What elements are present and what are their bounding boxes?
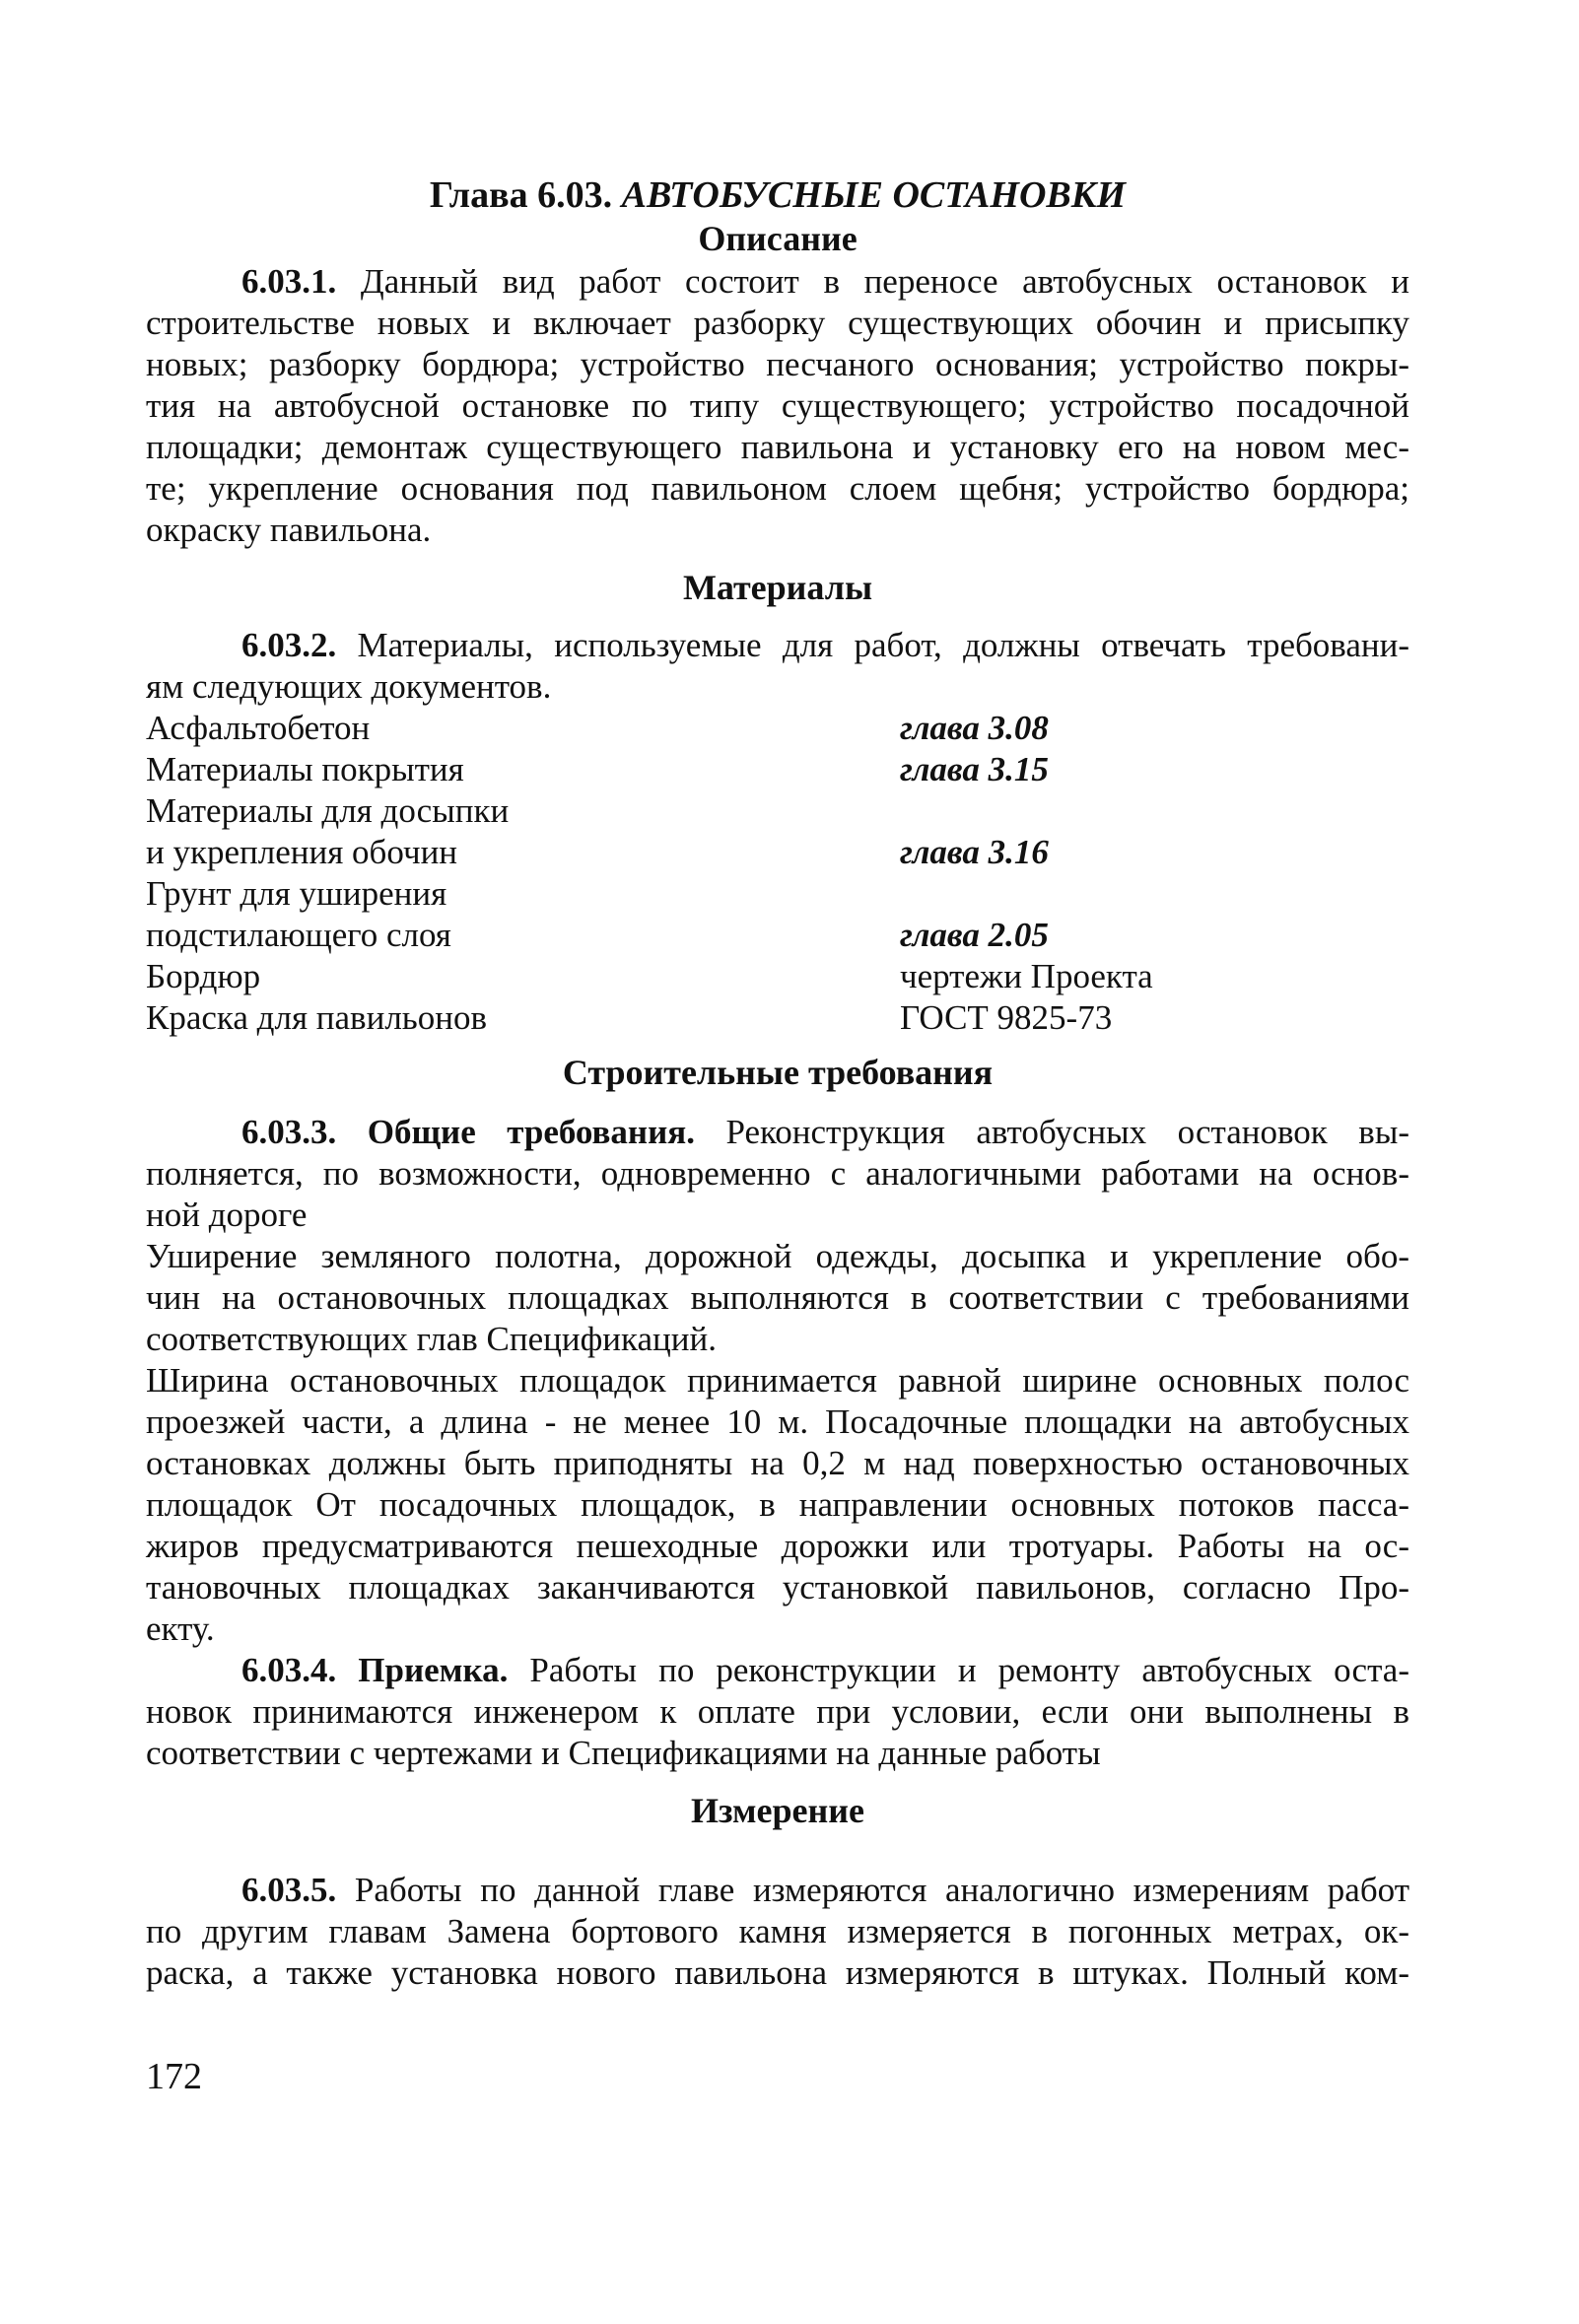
material-name: подстилающего слоя xyxy=(146,916,451,954)
paragraph-line: раска, а также установка нового павильона измеряются в штуках. Полный ком- xyxy=(146,1953,1409,1992)
paragraph-line: окраску павильона. xyxy=(146,511,432,549)
paragraph-line: 6.03.4. Приемка. Работы по реконструкции и ремонту автобусных оста- xyxy=(241,1651,1409,1689)
paragraph-line: полняется, по возможности, одновременно с аналогичными работами на основ- xyxy=(146,1154,1409,1193)
material-name: Грунт для уширения xyxy=(146,874,447,913)
material-name: Краска для павильонов xyxy=(146,998,488,1037)
clause-number: 6.03.2. xyxy=(241,626,337,664)
paragraph-line: соответствующих глав Спецификаций. xyxy=(146,1320,717,1358)
paragraph-line: по другим главам Замена бортового камня измеряется в погонных метрах, ок- xyxy=(146,1912,1409,1950)
material-name: Асфальтобетон xyxy=(146,709,371,747)
section-heading-description: Описание xyxy=(698,219,858,258)
material-name: Бордюр xyxy=(146,957,261,995)
paragraph-line: 6.03.1. Данный вид работ состоит в переносе автобусных остановок и xyxy=(241,262,1409,301)
paragraph-line: соответствии с чертежами и Спецификациями на данные работы xyxy=(146,1734,1101,1772)
paragraph-line: новок принимаются инженером к оплате при условии, если они выполнены в xyxy=(146,1692,1409,1731)
paragraph-line: 6.03.3. Общие требования. Реконструкция автобусных остановок вы- xyxy=(241,1113,1409,1151)
paragraph-line: Уширение земляного полотна, дорожной одежды, досыпка и укрепление обо- xyxy=(146,1237,1409,1275)
paragraph-line: ям следующих документов. xyxy=(146,667,552,706)
paragraph-line: Ширина остановочных площадок принимается равной ширине основных полос xyxy=(146,1361,1409,1400)
clause-number: 6.03.3. xyxy=(241,1113,337,1151)
chapter-prefix: Глава 6.03. xyxy=(429,174,613,216)
clause-heading: Приемка. xyxy=(336,1651,509,1689)
section-heading-construction: Строительные требования xyxy=(562,1053,994,1092)
page-number: 172 xyxy=(146,2056,202,2097)
material-reference: чертежи Проекта xyxy=(900,957,1153,995)
section-heading-measurement: Измерение xyxy=(691,1791,864,1830)
chapter-title: АВТОБУСНЫЕ ОСТАНОВКИ xyxy=(621,174,1127,216)
paragraph-line: тановочных площадках заканчиваются установкой павильонов, согласно Про- xyxy=(146,1568,1409,1606)
paragraph-line: остановках должны быть приподняты на 0,2 м над поверхностью остановочных xyxy=(146,1444,1409,1482)
paragraph-line: чин на остановочных площадках выполняются в соответствии с требованиями xyxy=(146,1278,1409,1317)
paragraph-line: 6.03.5. Работы по данной главе измеряются аналогично измерениям работ xyxy=(241,1871,1409,1909)
paragraph-line: проезжей части, а длина - не менее 10 м. Посадочные площадки на автобусных xyxy=(146,1402,1409,1441)
material-reference: глава 3.16 xyxy=(900,833,1049,871)
material-reference: глава 3.15 xyxy=(900,750,1049,788)
chapter-heading xyxy=(146,173,1409,217)
paragraph-line: ной дороге xyxy=(146,1196,308,1234)
material-name: Материалы покрытия xyxy=(146,750,464,788)
clause-number: 6.03.1. xyxy=(241,262,337,301)
clause-number: 6.03.5. xyxy=(241,1871,337,1909)
paragraph-line: 6.03.2. Материалы, используемые для работ, должны отвечать требовани- xyxy=(241,626,1409,664)
paragraph-line: площадки; демонтаж существующего павильона и установку его на новом мес- xyxy=(146,428,1409,466)
material-name: и укрепления обочин xyxy=(146,833,458,871)
paragraph-line: площадок От посадочных площадок, в направлении основных потоков пасса- xyxy=(146,1485,1409,1524)
paragraph-line: те; укрепление основания под павильоном слоем щебня; устройство бордюра; xyxy=(146,469,1409,508)
paragraph-line: жиров предусматриваются пешеходные дорожки или тротуары. Работы на ос- xyxy=(146,1527,1409,1565)
section-heading-materials: Материалы xyxy=(682,568,873,607)
clause-number: 6.03.4. xyxy=(241,1651,337,1689)
paragraph-line: екту. xyxy=(146,1609,215,1648)
clause-heading: Общие требования. xyxy=(336,1113,695,1151)
material-name: Материалы для досыпки xyxy=(146,791,510,830)
paragraph-line: тия на автобусной остановке по типу существующего; устройство посадочной xyxy=(146,386,1409,425)
material-reference: ГОСТ 9825-73 xyxy=(900,998,1113,1037)
paragraph-line: строительстве новых и включает разборку существующих обочин и присыпку xyxy=(146,304,1409,342)
paragraph-line: новых; разборку бордюра; устройство песчаного основания; устройство покры- xyxy=(146,345,1409,383)
material-reference: глава 2.05 xyxy=(900,916,1049,954)
material-reference: глава 3.08 xyxy=(900,709,1049,747)
